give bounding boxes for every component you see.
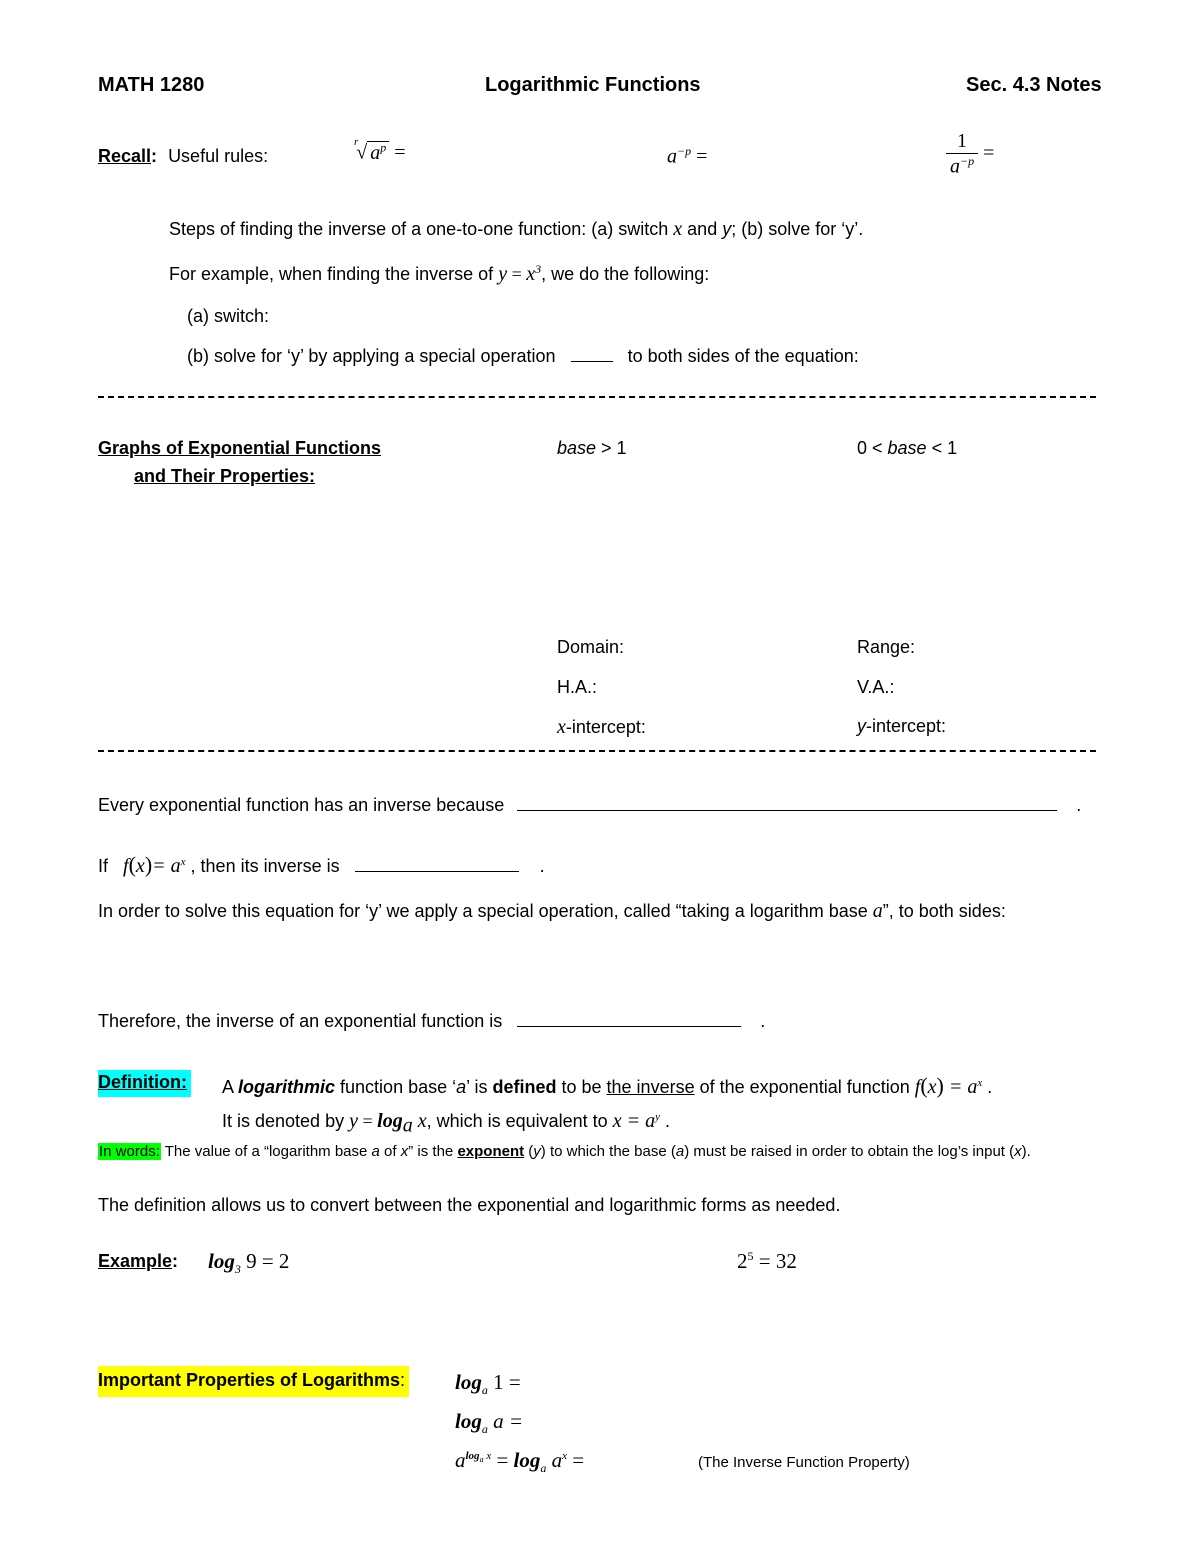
example-log-form: $\log_3 9 = 2$ — [208, 1249, 290, 1277]
rule-root: $^r$√ $a^p$ = — [354, 136, 406, 164]
convert-line: The definition allows us to convert between the exponential and logarithmic forms as needed. — [98, 1195, 841, 1215]
range-label: Range: — [857, 637, 916, 657]
page-title: Logarithmic Functions — [485, 74, 701, 96]
definition-label: Definition: — [98, 1070, 191, 1097]
domain-label: Domain: — [557, 637, 625, 657]
recall-label: Recall — [98, 146, 152, 166]
rule-reciprocal: $\frac{1}{a^{-p}}$ = — [946, 130, 994, 179]
divider-1 — [98, 396, 1096, 398]
properties-label: Important Properties of Logarithms: — [98, 1366, 409, 1397]
example-label: Example: — [98, 1251, 179, 1271]
if-line: If $f(x)= a^x$ , then its inverse is . — [98, 852, 545, 877]
example-exp-form: $2^5 = 32$ — [737, 1249, 797, 1273]
definition-line-1: A logarithmic function base ‘a’ is defined to be the inverse of the exponential function $f(x) = a^x$ . — [222, 1073, 993, 1098]
inverse-function-property-note: (The Inverse Function Property) — [698, 1454, 910, 1471]
ha-label: H.A.: — [557, 677, 598, 697]
graph-col-base-lt-1: 0 < base < 1 — [857, 438, 958, 458]
steps-line: Steps of finding the inverse of a one-to-one function: (a) switch x and y; (b) solve for ‘y’. — [169, 218, 864, 240]
property-inverse: $a^{log_a x} = \log_a a^x$ = — [455, 1448, 585, 1476]
property-log-1: $\log_a 1$ = — [455, 1370, 521, 1398]
section-label: Sec. 4.3 Notes — [966, 74, 1102, 96]
definition-line-2: It is denoted by $y = \log_a x$, which is equivalent to $x = a^y$ . — [222, 1110, 670, 1137]
y-intercept-label: y-intercept: — [857, 716, 947, 736]
therefore-line: Therefore, the inverse of an exponential function is . — [98, 1011, 766, 1031]
every-exp-line: Every exponential function has an inverse because . — [98, 795, 1082, 815]
example-line: For example, when finding the inverse of $y = x^3$, we do the following: — [169, 262, 710, 285]
divider-2 — [98, 750, 1096, 752]
rule-negative-exponent: $a^{-p}$ = — [667, 144, 708, 168]
inverse-blank — [355, 871, 519, 872]
in-order-line: In order to solve this equation for ‘y’ we apply a special operation, called “taking a logarithm base a”, to both sides: — [98, 900, 1006, 922]
x-intercept-label: x-intercept: — [557, 716, 646, 738]
property-log-a: $\log_a a$ = — [455, 1409, 524, 1437]
inverse-function-blank — [517, 1026, 741, 1027]
graphs-heading-1: Graphs of Exponential Functions — [98, 438, 382, 458]
graphs-heading-2: and Their Properties: — [134, 466, 316, 486]
va-label: V.A.: — [857, 677, 895, 697]
operation-blank — [571, 361, 613, 362]
reason-blank — [517, 810, 1057, 811]
step-a-switch: (a) switch: — [187, 306, 270, 326]
graph-col-base-gt-1: base > 1 — [557, 438, 627, 458]
course-code: MATH 1280 — [98, 74, 205, 96]
in-words-label: In words: — [99, 1143, 160, 1160]
recall-line: Recall: Useful rules: — [98, 146, 269, 166]
step-b-solve: (b) solve for ‘y’ by applying a special operation to both sides of the equation: — [187, 346, 859, 366]
in-words-line: In words: The value of a “logarithm base a of x” is the exponent (y) to which the base (a) must be raised in order to obtain the log’s input (x). — [99, 1143, 1031, 1160]
recall-text: Useful rules: — [168, 146, 269, 166]
